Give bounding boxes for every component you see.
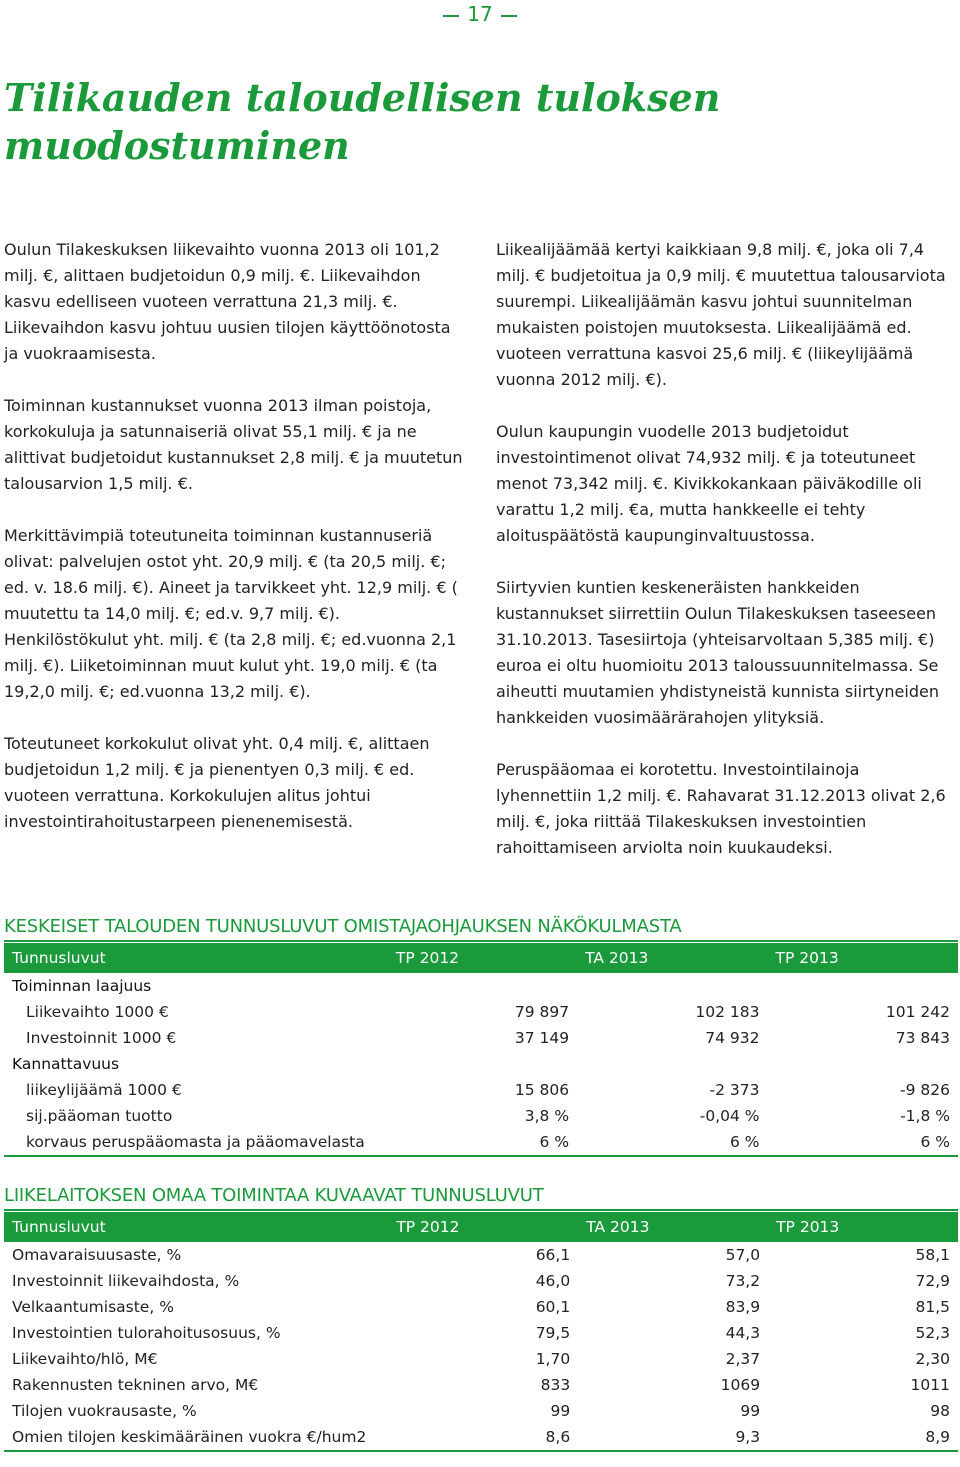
page-title: Tilikauden taloudellisen tuloksen muodostuminen (4, 75, 721, 168)
group-row (4, 1051, 958, 1077)
table-row (4, 999, 958, 1025)
cell-tp2012: 46,0 (535, 1272, 571, 1290)
table1-rule (4, 940, 958, 942)
table-row (4, 1372, 958, 1398)
cell-tp2013: 52,3 (915, 1324, 950, 1342)
cell-tp2013: 73 843 (895, 1029, 950, 1047)
paragraph-operating-costs: Toiminnan kustannukset vuonna 2013 ilman poistoja, korkokuluja ja satunnaiseriä olivat 55,1 milj. € ja ne alittivat budjetoidut kustannukset 2,8 milj. € ja muutetun talousarvion 1,5 milj. €. (4, 396, 463, 493)
row-label: Rakennusten tekninen arvo, M€ (12, 1376, 259, 1394)
row-label: Liikevaihto/hlö, M€ (12, 1350, 158, 1368)
table-row (4, 1346, 958, 1372)
table-row (4, 1103, 958, 1129)
cell-tp2013: 81,5 (915, 1298, 950, 1316)
row-label: Investoinnit 1000 € (26, 1029, 177, 1047)
row-label: liikeylijäämä 1000 € (26, 1081, 182, 1099)
group-label: Kannattavuus (12, 1055, 120, 1073)
key-figures-table (4, 943, 958, 1157)
table-row (4, 1268, 958, 1294)
paragraph-cost-items: Merkittävimpiä toteutuneita toiminnan kustannuseriä olivat: palvelujen ostot yht. 20,9 milj. € (ta 20,5 milj. €; ed. v. 18.6 milj. €). Aineet ja tarvikkeet yht. 12,9 milj. € ( muutettu ta 14,0 milj. €; ed.v. 9,7 milj. €). Henkilöstökulut yht. milj. € (ta 2,8 milj. €; ed.vuonna 2,1 milj. €). Liiketoiminnan muut kulut yht. 19,0 milj. € (ta 19,2,0 milj. €; ed.vuonna 13,2 milj. €). (4, 526, 458, 701)
paragraph-operating-deficit: Liikealijäämää kertyi kaikkiaan 9,8 milj. €, joka oli 7,4 milj. € budjetoitua ja 0,9 milj. € muutettua talousarviota suurempi. Liikealijäämän kasvu johtui suunnitelman mukaisten poistojen muutoksesta. Liikealijäämä ed. vuoteen verrattuna kasvoi 25,6 milj. € (liikeylijäämä vuonna 2012 milj. €). (496, 240, 946, 389)
paragraph-capital: Peruspääomaa ei korotettu. Investointilainoja lyhennettiin 1,2 milj. €. Rahavarat 31.12.2013 olivat 2,6 milj. €, joka riittää Tilakeskuksen investointien rahoittamiseen arviolta noin kuukaudeksi. (496, 760, 946, 857)
header-cell: TA 2013 (578, 1212, 768, 1242)
page-number-dash-right (501, 15, 517, 17)
header-cell: TP 2012 (388, 1212, 578, 1242)
cell-ta2013: 9,3 (578, 1424, 768, 1451)
table1-section (4, 914, 958, 1157)
operations-figures-table (4, 1212, 958, 1452)
paragraph-investments: Oulun kaupungin vuodelle 2013 budjetoidut investointimenot olivat 74,932 milj. € ja toteutuneet menot 73,342 milj. €. Kivikkokankaan päiväkodille oli varattu 1,2 milj. €a, mutta hankkeelle ei tehty aloituspäätöstä kaupunginvaltuustossa. (496, 422, 922, 545)
cell-tp2012: 3,8 % (524, 1107, 570, 1125)
cell-tp2012: 99 (550, 1402, 571, 1420)
cell-tp2013: 98 (930, 1402, 950, 1420)
cell-ta2013: 1069 (720, 1376, 761, 1394)
right-column (496, 237, 960, 887)
row-label: Investointien tulorahoitusosuus, % (12, 1324, 281, 1342)
cell-tp2013: 72,9 (915, 1272, 950, 1290)
cell-ta2013: 74 932 (705, 1029, 760, 1047)
table-row (4, 1025, 958, 1051)
header-cell: TP 2012 (388, 943, 577, 973)
paragraph-transfers: Siirtyvien kuntien keskeneräisten hankkeiden kustannukset siirrettiin Oulun Tilakeskuksen taseeseen 31.10.2013. Tasesiirtoja (yhteisarvoltaan 5,385 milj. €) euroa ei oltu huomioitu 2013 taloussuunnitelmassa. Se aiheutti muutamien yhdistyneistä kunnista siirtyneiden hankkeiden vuosimäärärahojen ylityksiä. (496, 578, 939, 727)
table1-title: KESKEISET TALOUDEN TUNNUSLUVUT OMISTAJAOHJAUKSEN NÄKÖKULMASTA (4, 916, 682, 937)
table-row (4, 1242, 958, 1268)
cell-tp2012: 79,5 (535, 1324, 571, 1342)
header-cell: TA 2013 (577, 943, 767, 973)
table-row (4, 1398, 958, 1424)
table2-section (4, 1183, 958, 1452)
cell-tp2013: 1011 (910, 1376, 950, 1394)
table-row (4, 1320, 958, 1346)
cell-tp2012: 79 897 (514, 1003, 570, 1021)
cell-tp2013: 6 % (768, 1129, 958, 1156)
page-number (0, 2, 960, 26)
left-column (4, 237, 468, 861)
cell-tp2012: 66,1 (535, 1246, 571, 1264)
group-label: Toiminnan laajuus (12, 977, 152, 995)
header-cell: TP 2013 (768, 943, 958, 973)
cell-tp2012: 6 % (388, 1129, 577, 1156)
cell-tp2013: -9 826 (900, 1081, 950, 1099)
row-label: Liikevaihto 1000 € (26, 1003, 169, 1021)
row-label: Tilojen vuokrausaste, % (12, 1402, 197, 1420)
row-label: sij.pääoman tuotto (26, 1107, 173, 1125)
table-row (4, 1077, 958, 1103)
cell-ta2013: -2 373 (709, 1081, 760, 1099)
paragraph-revenue: Oulun Tilakeskuksen liikevaihto vuonna 2013 oli 101,2 milj. €, alittaen budjetoidun 0,9 milj. €. Liikevaihdon kasvu edelliseen vuoteen verrattuna 21,3 milj. €. Liikevaihdon kasvu johtuu uusien tilojen käyttöönotosta ja vuokraamisesta. (4, 240, 451, 363)
cell-tp2013: 58,1 (915, 1246, 950, 1264)
paragraph-interest: Toteutuneet korkokulut olivat yht. 0,4 milj. €, alittaen budjetoidun 1,2 milj. € ja pienentyen 0,3 milj. € ed. vuoteen verrattuna. Korkokulujen alitus johtui investointirahoitustarpeen pienenemisestä. (4, 734, 430, 831)
cell-tp2012: 1,70 (535, 1350, 571, 1368)
cell-tp2012: 60,1 (535, 1298, 571, 1316)
cell-tp2013: -1,8 % (900, 1107, 950, 1125)
header-cell: TP 2013 (768, 1212, 958, 1242)
table-header-row (4, 943, 958, 973)
table-row (4, 1424, 958, 1451)
cell-ta2013: 99 (740, 1402, 761, 1420)
cell-tp2013: 8,9 (768, 1424, 958, 1451)
cell-tp2012: 37 149 (514, 1029, 570, 1047)
cell-ta2013: 57,0 (725, 1246, 761, 1264)
cell-ta2013: -0,04 % (699, 1107, 760, 1125)
cell-ta2013: 6 % (577, 1129, 767, 1156)
row-label: Omavaraisuusaste, % (12, 1246, 182, 1264)
table-header-row (4, 1212, 958, 1242)
table-row (4, 1129, 958, 1156)
cell-tp2013: 101 242 (885, 1003, 950, 1021)
page-number-dash-left (443, 15, 459, 17)
table2-title: LIIKELAITOKSEN OMAA TOIMINTAA KUVAAVAT TUNNUSLUVUT (4, 1185, 544, 1206)
cell-tp2012: 8,6 (388, 1424, 578, 1451)
row-label: Velkaantumisaste, % (12, 1298, 174, 1316)
page-number-text: 17 (467, 2, 493, 26)
row-label: Investoinnit liikevaihdosta, % (12, 1272, 240, 1290)
row-label: korvaus peruspääomasta ja pääomavelasta (4, 1129, 388, 1156)
cell-ta2013: 102 183 (695, 1003, 760, 1021)
header-cell: Tunnusluvut (4, 1212, 388, 1242)
cell-tp2012: 15 806 (514, 1081, 570, 1099)
cell-ta2013: 2,37 (725, 1350, 761, 1368)
cell-ta2013: 73,2 (725, 1272, 761, 1290)
header-cell: Tunnusluvut (4, 943, 388, 973)
cell-ta2013: 83,9 (725, 1298, 761, 1316)
cell-tp2012: 833 (540, 1376, 571, 1394)
group-row (4, 973, 958, 999)
cell-tp2013: 2,30 (915, 1350, 950, 1368)
table-row (4, 1294, 958, 1320)
cell-ta2013: 44,3 (725, 1324, 761, 1342)
table2-rule (4, 1209, 958, 1211)
row-label: Omien tilojen keskimääräinen vuokra €/hum2 (4, 1424, 388, 1451)
